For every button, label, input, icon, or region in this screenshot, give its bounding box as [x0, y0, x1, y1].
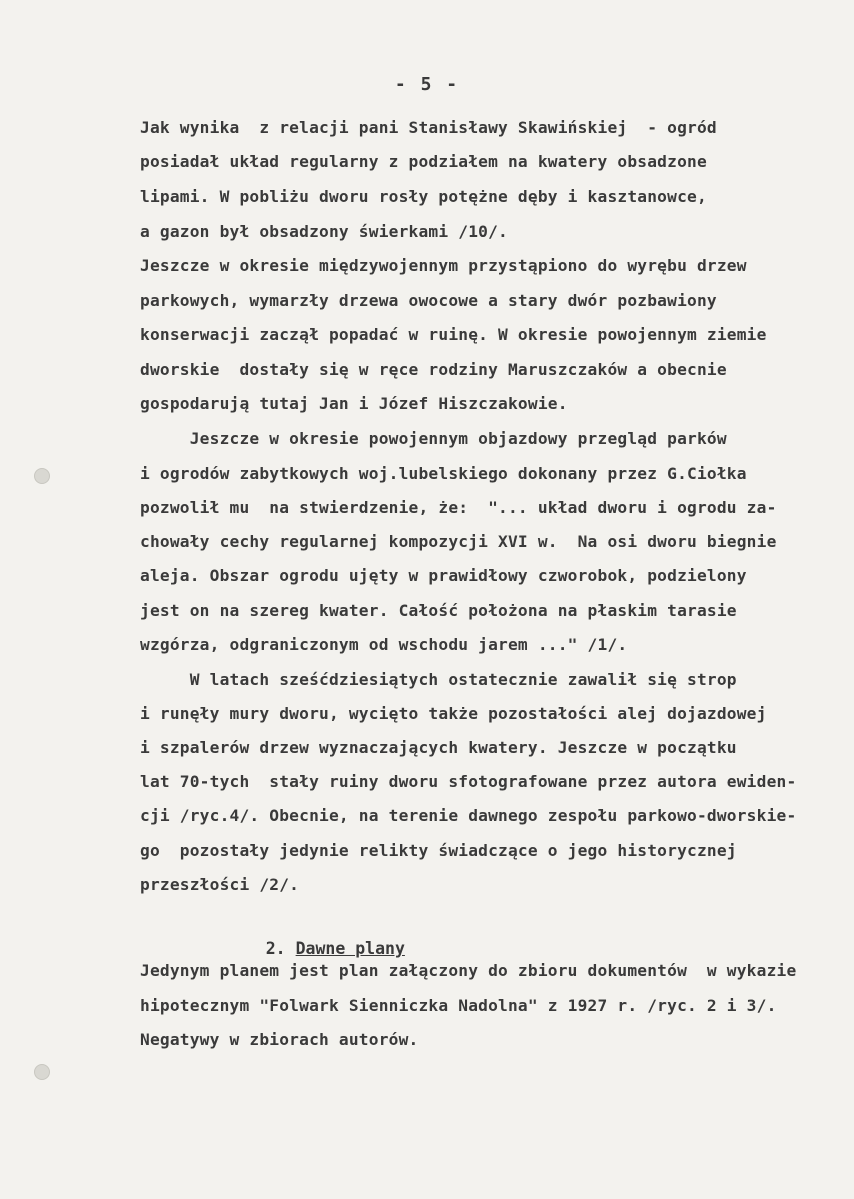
section-title: Dawne plany [295, 939, 405, 958]
text-line: wzgórza, odgraniczonym od wschodu jarem ..." /1/. [140, 635, 628, 654]
section-number: 2. [265, 939, 286, 958]
text-line: i szpalerów drzew wyznaczających kwatery. Jeszcze w początku [140, 738, 737, 757]
text-line: posiadał układ regularny z podziałem na kwatery obsadzone [140, 152, 707, 171]
text-line: gospodarują tutaj Jan i Józef Hiszczakowie. [140, 394, 568, 413]
text-line: pozwolił mu na stwierdzenie, że: "... układ dworu i ogrodu za- [140, 498, 777, 517]
text-line: chowały cechy regularnej kompozycji XVI w. Na osi dworu biegnie [140, 532, 777, 551]
text-line: Jeszcze w okresie międzywojennym przystąpiono do wyrębu drzew [140, 256, 747, 275]
text-line: lipami. W pobliżu dworu rosły potężne dęby i kasztanowce, [140, 187, 707, 206]
text-line: parkowych, wymarzły drzewa owocowe a stary dwór pozbawiony [140, 291, 717, 310]
text-line: Negatywy w zbiorach autorów. [140, 1030, 419, 1049]
text-line: Jak wynika z relacji pani Stanisławy Skawińskiej - ogród [140, 118, 717, 137]
text-line: i runęły mury dworu, wycięto także pozostałości alej dojazdowej [140, 704, 767, 723]
page-number: - 5 - [394, 74, 460, 95]
text-line: lat 70-tych stały ruiny dworu sfotografowane przez autora ewiden- [140, 772, 797, 791]
text-line: Jeszcze w okresie powojennym objazdowy przegląd parków [140, 429, 727, 448]
text-line: aleja. Obszar ogrodu ujęty w prawidłowy czworobok, podzielony [140, 566, 747, 585]
punch-hole [34, 1064, 50, 1080]
text-line: a gazon był obsadzony świerkami /10/. [140, 222, 508, 241]
text-line: przeszłości /2/. [140, 875, 300, 894]
text-line: i ogrodów zabytkowych woj.lubelskiego dokonany przez G.Ciołka [140, 464, 747, 483]
text-line: jest on na szereg kwater. Całość położona na płaskim tarasie [140, 601, 737, 620]
text-line: dworskie dostały się w ręce rodziny Maruszczaków a obecnie [140, 360, 727, 379]
text-line: go pozostały jedynie relikty świadczące o jego historycznej [140, 841, 737, 860]
text-line: W latach sześćdziesiątych ostatecznie zawalił się strop [140, 670, 737, 689]
text-line: cji /ryc.4/. Obecnie, na terenie dawnego zespołu parkowo-dworskie- [140, 806, 797, 825]
text-line: hipotecznym "Folwark Sienniczka Nadolna" z 1927 r. /ryc. 2 i 3/. [140, 996, 777, 1015]
punch-hole [34, 468, 50, 484]
text-line: Jedynym planem jest plan załączony do zbioru dokumentów w wykazie [140, 961, 797, 980]
text-line: konserwacji zaczął popadać w ruinę. W okresie powojennym ziemie [140, 325, 767, 344]
